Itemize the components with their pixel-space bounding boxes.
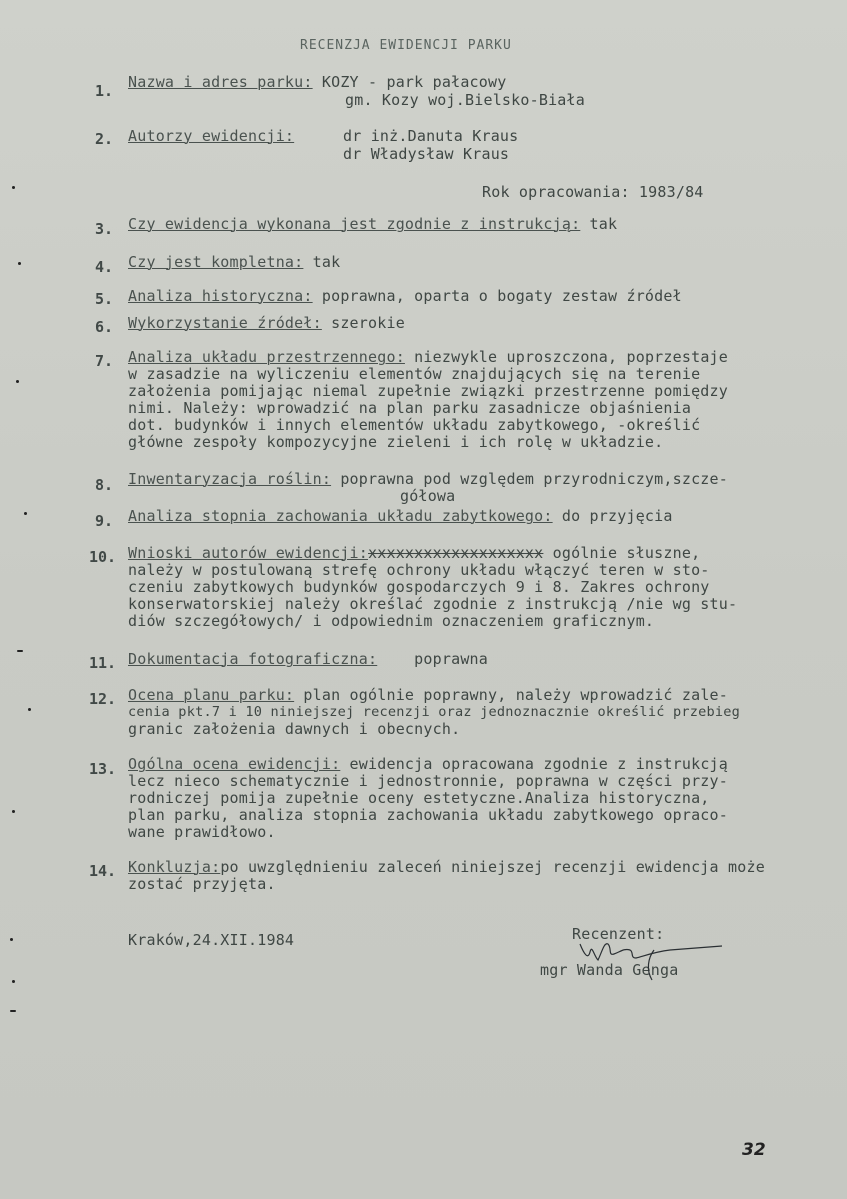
item-text: plan parku, analiza stopnia zachowania układu zabytkowego opraco- xyxy=(128,806,728,824)
reviewer-name: mgr Wanda Genga xyxy=(540,961,679,979)
item-number: 14. xyxy=(89,862,117,880)
margin-mark xyxy=(28,708,31,711)
margin-mark xyxy=(10,1010,16,1012)
item-text: założenia pomijając niemal zupełnie związki przestrzenne pomiędzy xyxy=(128,382,728,400)
item-text: dr inż.Danuta Kraus xyxy=(343,127,519,145)
item-7-line-1: Analiza układu przestrzennego: niezwykle uproszczona, poprzestaje xyxy=(128,348,729,366)
item-3-line-1: Czy ewidencja wykonana jest zgodnie z instrukcją: tak xyxy=(128,215,618,233)
item-text: nimi. Należy: wprowadzić na plan parku zasadnicze objaśnienia xyxy=(128,399,692,417)
item-number: 11. xyxy=(89,654,117,672)
reviewer-label: Recenzent: xyxy=(572,925,665,943)
item-number: 12. xyxy=(89,690,117,708)
item-text: wane prawidłowo. xyxy=(128,823,276,841)
item-text: w zasadzie na wyliczeniu elementów znajdujących się na terenie xyxy=(128,365,701,383)
item-text: dot. budynków i innych elementów układu zabytkowego, -określić xyxy=(128,416,701,434)
item-text: czeniu zabytkowych budynków gospodarczych 9 i 8. Zakres ochrony xyxy=(128,578,710,596)
item-number: 10. xyxy=(89,548,117,566)
item-text: zostać przyjęta. xyxy=(128,875,276,893)
signature xyxy=(574,930,730,982)
item-label: Nazwa i adres parku: xyxy=(128,73,313,91)
item-text: główne zespoły kompozycyjne zieleni i ich rolę w układzie. xyxy=(128,433,664,451)
margin-mark xyxy=(18,262,21,265)
item-label: Autorzy ewidencji: xyxy=(128,127,295,145)
margin-mark xyxy=(12,980,15,983)
margin-mark xyxy=(24,512,27,515)
item-11-line-1: Dokumentacja fotograficzna: poprawna xyxy=(128,650,489,668)
year-line: Rok opracowania: 1983/84 xyxy=(482,183,704,201)
margin-mark xyxy=(10,938,13,941)
item-13-line-1: Ogólna ocena ewidencji: ewidencja opracowana zgodnie z instrukcją xyxy=(128,755,729,773)
item-number: 13. xyxy=(89,760,117,778)
item-number: 1. xyxy=(95,82,114,100)
item-12-line-1: Ocena planu parku: plan ogólnie poprawny, należy wprowadzić zale- xyxy=(128,686,729,704)
item-number: 6. xyxy=(95,318,114,336)
margin-mark xyxy=(12,810,15,813)
item-14-line-1: Konkluzja:po uwzględnieniu zaleceń niniejszej recenzji ewidencja może xyxy=(128,858,765,876)
item-text: gm. Kozy woj.Bielsko-Biała xyxy=(345,91,585,109)
item-5-line-1: Analiza historyczna: poprawna, oparta o bogaty zestaw źródeł xyxy=(128,287,682,305)
item-9-line-1: Analiza stopnia zachowania układu zabytkowego: do przyjęcia xyxy=(128,507,673,525)
item-number: 3. xyxy=(95,220,114,238)
item-text: cenia pkt.7 i 10 niniejszej recenzji oraz jednoznacznie określić przebieg xyxy=(128,704,741,720)
item-number: 8. xyxy=(95,476,114,494)
item-text: granic założenia dawnych i obecnych. xyxy=(128,720,461,738)
item-text: należy w postulowaną strefę ochrony układu włączyć teren w sto- xyxy=(128,561,710,579)
item-number: 4. xyxy=(95,258,114,276)
page-number: 32 xyxy=(742,1140,766,1160)
margin-mark xyxy=(12,186,15,189)
item-text: gółowa xyxy=(400,487,456,505)
item-text: dr Władysław Kraus xyxy=(343,145,510,163)
document-title: RECENZJA EWIDENCJI PARKU xyxy=(300,38,512,53)
margin-mark xyxy=(16,380,19,383)
item-number: 5. xyxy=(95,290,114,308)
item-text: rodniczej pomija zupełnie oceny estetyczne.Analiza historyczna, xyxy=(128,789,710,807)
item-text: konserwatorskiej należy określać zgodnie z instrukcją /nie wg stu- xyxy=(128,595,738,613)
item-text: lecz nieco schematycznie i jednostronnie, poprawna w części przy- xyxy=(128,772,728,790)
item-6-line-1: Wykorzystanie źródeł: szerokie xyxy=(128,314,405,332)
item-number: 9. xyxy=(95,512,114,530)
item-1-line-1 xyxy=(128,74,506,90)
struck-text: xxxxxxxxxxxxxxxxxxx xyxy=(368,544,544,562)
item-number: 7. xyxy=(95,352,114,370)
item-4-line-1: Czy jest kompletna: tak xyxy=(128,253,341,271)
item-number: 2. xyxy=(95,130,114,148)
margin-mark xyxy=(17,650,23,652)
item-8-line-1: Inwentaryzacja roślin: poprawna pod względem przyrodniczym,szcze- xyxy=(128,470,729,488)
item-10-line-1: Wnioski autorów ewidencji:xxxxxxxxxxxxxxxxxxx ogólnie słuszne, xyxy=(128,544,701,562)
place-date: Kraków,24.XII.1984 xyxy=(128,931,295,949)
item-text: KOZY - park pałacowy xyxy=(321,73,507,91)
item-text: diów szczegółowych/ i odpowiednim oznaczeniem graficznym. xyxy=(128,612,655,630)
